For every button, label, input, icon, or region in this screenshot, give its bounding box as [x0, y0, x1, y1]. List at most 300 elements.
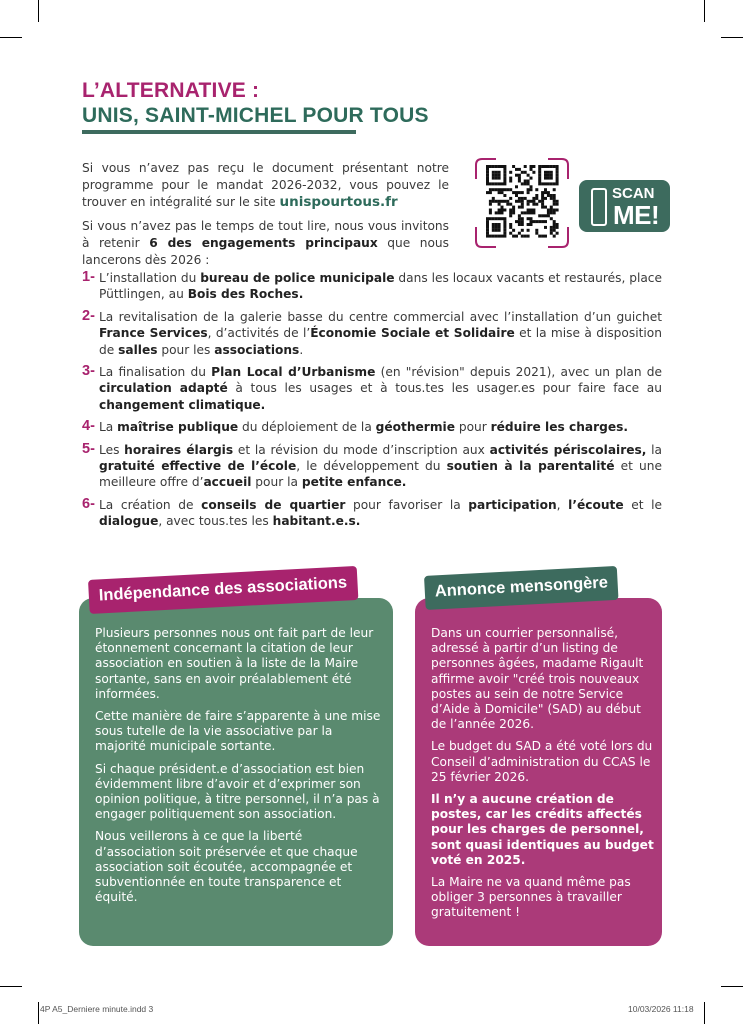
- qr-module: [521, 171, 524, 174]
- commitment-bold-text: petite enfance.: [301, 475, 407, 490]
- qr-module: [524, 235, 527, 238]
- commitment-text: (en "révision" depuis 2021), avec un plan de: [375, 365, 662, 380]
- commitment-item: [82, 364, 662, 413]
- qr-module: [535, 232, 538, 235]
- qr-module: [556, 174, 559, 177]
- commitment-text: La création de: [99, 497, 202, 512]
- qr-module: [530, 200, 533, 203]
- qr-module: [492, 217, 495, 220]
- qr-module: [515, 174, 518, 177]
- qr-module: [547, 214, 550, 217]
- commitment-bold-text: soutien à la parentalité: [446, 459, 615, 474]
- qr-module: [492, 182, 495, 185]
- qr-module: [515, 200, 518, 203]
- qr-module: [521, 203, 524, 206]
- qr-module: [535, 188, 538, 191]
- qr-module: [553, 182, 556, 185]
- qr-module: [544, 220, 547, 223]
- announcement-paragraph-2: Le budget du SAD a été voté lors du Conseil d’administration du CCAS le 25 février 2026.: [431, 739, 653, 784]
- qr-module: [527, 188, 530, 191]
- qr-module: [495, 171, 498, 174]
- qr-module: [553, 188, 556, 191]
- qr-module: [553, 226, 556, 229]
- qr-module: [492, 197, 495, 200]
- qr-module: [486, 174, 489, 177]
- qr-module: [486, 182, 489, 185]
- qr-module: [498, 182, 501, 185]
- associations-paragraph: Nous veillerons à ce que la liberté d’association soit préservée et que chaque association soit écoutée, accompagnée et subventionnée en toute transparence et équité.: [95, 829, 358, 905]
- phone-icon: [591, 188, 607, 226]
- qr-module: [530, 209, 533, 212]
- qr-module: [492, 226, 495, 229]
- associations-paragraph: Plusieurs personnes nous ont fait part de leur étonnement concernant la citation de leur association en soutien à la liste de la Maire sortante, sans en avoir préalablement été informées.: [95, 626, 374, 701]
- qr-module: [486, 235, 489, 238]
- qr-module: [532, 171, 535, 174]
- qr-module: [521, 206, 524, 209]
- commitment-text: pour: [454, 420, 491, 435]
- qr-module: [532, 200, 535, 203]
- qr-module: [509, 171, 512, 174]
- qr-module: [530, 177, 533, 180]
- website-link[interactable]: unispourtous.fr: [279, 194, 398, 210]
- commitment-text: La: [99, 420, 118, 435]
- qr-module: [512, 191, 515, 194]
- commitment-text: et la révision du mode d’inscription aux: [233, 442, 490, 457]
- qr-module: [495, 200, 498, 203]
- commitment-item: [82, 270, 662, 303]
- qr-module: [489, 203, 492, 206]
- qr-module: [501, 209, 504, 212]
- qr-module: [541, 194, 544, 197]
- qr-module: [550, 174, 553, 177]
- qr-module: [509, 209, 512, 212]
- qr-module: [509, 226, 512, 229]
- qr-module: [498, 174, 501, 177]
- qr-module: [553, 229, 556, 232]
- qr-module: [541, 203, 544, 206]
- qr-module: [503, 220, 506, 223]
- crop-mark-right-bottom: [721, 986, 743, 987]
- qr-module: [553, 235, 556, 238]
- qr-module: [492, 200, 495, 203]
- commitment-bold-text: réduire les charges.: [490, 420, 628, 435]
- crop-mark-bottom-left: [38, 1002, 39, 1024]
- qr-module: [503, 223, 506, 226]
- qr-module: [486, 232, 489, 235]
- qr-module: [486, 177, 489, 180]
- qr-module: [538, 177, 541, 180]
- qr-module: [509, 203, 512, 206]
- qr-module: [486, 226, 489, 229]
- qr-module: [544, 182, 547, 185]
- commitment-bold-text: dialogue: [99, 514, 159, 529]
- qr-module: [509, 197, 512, 200]
- qr-module: [553, 194, 556, 197]
- qr-module: [556, 200, 559, 203]
- qr-module: [524, 182, 527, 185]
- qr-module: [527, 191, 530, 194]
- qr-module: [553, 223, 556, 226]
- qr-module: [521, 197, 524, 200]
- commitment-number: 4-: [82, 418, 95, 435]
- qr-module: [486, 165, 489, 168]
- qr-module: [550, 194, 553, 197]
- qr-module: [503, 174, 506, 177]
- qr-module: [498, 171, 501, 174]
- qr-module: [518, 214, 521, 217]
- crop-mark-right-top: [721, 37, 743, 38]
- intro-text-before: Si vous n’avez pas le temps de tout lire, nous vous invitons à retenir: [82, 219, 449, 250]
- qr-module: [538, 182, 541, 185]
- qr-module: [518, 217, 521, 220]
- scan-label: SCAN: [612, 185, 655, 202]
- qr-module: [503, 182, 506, 185]
- qr-module: [547, 174, 550, 177]
- qr-module: [492, 188, 495, 191]
- qr-module: [509, 214, 512, 217]
- qr-module: [515, 185, 518, 188]
- commitment-text: pour favoriser la: [345, 497, 469, 512]
- qr-module: [512, 165, 515, 168]
- intro-text-after: que nous lancerons dès 2026 :: [82, 236, 449, 267]
- qr-module: [550, 206, 553, 209]
- qr-module: [515, 168, 518, 171]
- commitment-text: , avec tous.tes les: [158, 514, 273, 529]
- qr-module: [556, 171, 559, 174]
- commitment-number: 2-: [82, 307, 95, 324]
- qr-module: [489, 211, 492, 214]
- qr-module: [556, 180, 559, 183]
- qr-module: [518, 197, 521, 200]
- commitment-text: , le développement du: [296, 459, 447, 474]
- me-label: ME!: [613, 200, 660, 230]
- commitment-item: [82, 497, 662, 530]
- qr-module: [512, 209, 515, 212]
- qr-module: [550, 226, 553, 229]
- qr-module: [527, 229, 530, 232]
- qr-module: [527, 209, 530, 212]
- qr-module: [550, 209, 553, 212]
- qr-module: [501, 206, 504, 209]
- qr-module: [527, 203, 530, 206]
- qr-module: [538, 180, 541, 183]
- qr-module: [518, 206, 521, 209]
- qr-module: [527, 223, 530, 226]
- qr-module: [501, 182, 504, 185]
- qr-module: [530, 188, 533, 191]
- crop-mark-bottom-right: [704, 1002, 705, 1024]
- qr-module: [541, 235, 544, 238]
- qr-module: [556, 209, 559, 212]
- qr-module: [489, 182, 492, 185]
- qr-module: [486, 191, 489, 194]
- qr-module: [541, 165, 544, 168]
- qr-module: [498, 177, 501, 180]
- qr-module: [538, 165, 541, 168]
- qr-module: [486, 220, 489, 223]
- qr-module: [553, 209, 556, 212]
- associations-paragraph: Cette manière de faire s’apparente à une mise sous tutelle de la vie associative par la majorité municipale sortante.: [95, 709, 381, 754]
- qr-module: [556, 177, 559, 180]
- qr-module: [524, 180, 527, 183]
- qr-module: [544, 226, 547, 229]
- qr-module: [556, 232, 559, 235]
- commitment-item: [82, 309, 662, 358]
- qr-module: [535, 220, 538, 223]
- qr-module: [547, 211, 550, 214]
- qr-module: [492, 165, 495, 168]
- qr-module: [556, 165, 559, 168]
- qr-module: [509, 180, 512, 183]
- commitment-bold-text: France Services: [99, 326, 208, 341]
- announcement-paragraph-4: La Maire ne va quand même pas obliger 3 personnes à travailler gratuitement !: [431, 875, 631, 920]
- associations-box-title: Indépendance des associations: [88, 566, 358, 614]
- qr-module: [489, 165, 492, 168]
- qr-module: [503, 180, 506, 183]
- qr-module: [489, 200, 492, 203]
- qr-module: [518, 177, 521, 180]
- qr-module: [541, 200, 544, 203]
- false-announcement-box-title: Annonce mensongère: [424, 566, 619, 610]
- qr-module: [553, 197, 556, 200]
- false-announcement-box-text: [431, 626, 659, 928]
- commitment-bold-text: associations: [214, 342, 300, 357]
- qr-module: [535, 229, 538, 232]
- qr-module: [489, 209, 492, 212]
- qr-module: [547, 171, 550, 174]
- qr-module: [553, 220, 556, 223]
- qr-module: [501, 235, 504, 238]
- title-line-1: L’ALTERNATIVE :: [82, 79, 260, 102]
- commitment-number: 5-: [82, 440, 95, 457]
- qr-module: [503, 177, 506, 180]
- qr-module: [495, 211, 498, 214]
- commitment-bold-text: salles: [118, 342, 158, 357]
- qr-module: [495, 188, 498, 191]
- qr-module: [530, 211, 533, 214]
- qr-module: [501, 188, 504, 191]
- qr-module: [489, 191, 492, 194]
- qr-module: [521, 220, 524, 223]
- qr-module: [521, 182, 524, 185]
- commitment-text: pour la: [251, 475, 302, 490]
- qr-module: [509, 188, 512, 191]
- qr-module: [544, 174, 547, 177]
- qr-module: [524, 171, 527, 174]
- qr-module: [535, 203, 538, 206]
- qr-module: [538, 168, 541, 171]
- commitment-bold-text: maîtrise publique: [117, 420, 239, 435]
- footer-filename: 4P A5_Derniere minute.indd 3: [40, 1004, 154, 1014]
- qr-module: [489, 188, 492, 191]
- qr-module: [498, 226, 501, 229]
- qr-module: [503, 229, 506, 232]
- qr-module: [495, 165, 498, 168]
- commitment-bold-text: accueil: [203, 475, 252, 490]
- qr-module: [518, 232, 521, 235]
- associations-box-text: [95, 626, 383, 912]
- qr-module: [547, 191, 550, 194]
- qr-module: [547, 194, 550, 197]
- commitment-text: Les: [99, 442, 125, 457]
- qr-module: [556, 168, 559, 171]
- qr-module: [492, 177, 495, 180]
- qr-module: [489, 217, 492, 220]
- qr-module: [489, 235, 492, 238]
- qr-module: [518, 223, 521, 226]
- qr-module: [498, 200, 501, 203]
- qr-module: [509, 223, 512, 226]
- qr-module: [521, 217, 524, 220]
- qr-module: [495, 177, 498, 180]
- qr-module: [538, 214, 541, 217]
- intro-paragraph-1: [82, 160, 449, 211]
- commitment-text: la: [646, 442, 662, 457]
- qr-module: [486, 223, 489, 226]
- qr-module: [541, 214, 544, 217]
- qr-module: [521, 229, 524, 232]
- commitment-text: La finalisation du: [99, 365, 212, 380]
- qr-module: [524, 211, 527, 214]
- crop-mark-left-bottom: [0, 986, 22, 987]
- qr-module: [527, 182, 530, 185]
- qr-module: [524, 197, 527, 200]
- qr-module: [544, 235, 547, 238]
- qr-module: [527, 211, 530, 214]
- qr-module: [521, 211, 524, 214]
- qr-module: [503, 209, 506, 212]
- page-title: [82, 78, 429, 128]
- qr-module: [544, 214, 547, 217]
- qr-module: [515, 235, 518, 238]
- qr-module: [553, 165, 556, 168]
- qr-module: [532, 197, 535, 200]
- qr-module: [492, 223, 495, 226]
- commitment-text: ,: [556, 497, 569, 512]
- qr-module: [492, 171, 495, 174]
- qr-module: [512, 235, 515, 238]
- qr-module: [530, 217, 533, 220]
- qr-module: [518, 168, 521, 171]
- qr-module: [503, 217, 506, 220]
- commitment-bold-text: changement climatique.: [99, 397, 266, 412]
- qr-module: [498, 188, 501, 191]
- qr-module: [518, 200, 521, 203]
- qr-module: [501, 217, 504, 220]
- qr-module: [495, 229, 498, 232]
- commitment-bold-text: Économie Sociale et Solidaire: [310, 326, 515, 341]
- qr-module: [550, 217, 553, 220]
- announcement-paragraph-bold: Il n’y a aucune création de postes, car les crédits affectés pour les charges de personnel, sont quasi identiques au budget voté en 2025.: [431, 792, 654, 867]
- commitment-bold-text: habitant.e.s.: [272, 514, 361, 529]
- qr-module: [503, 168, 506, 171]
- qr-module: [541, 220, 544, 223]
- false-announcement-box: [415, 598, 662, 946]
- footer-timestamp: 10/03/2026 11:18: [628, 1004, 694, 1014]
- qr-module: [532, 209, 535, 212]
- announcement-paragraph-1: Dans un courrier personnalisé, adressé à partir d’un listing de personnes âgées, madame Rigault affirme avoir "créé trois nouveaux postes au sein de notre Service d’Aide à Domicile" (SAD) au début de l’année 2026.: [431, 626, 644, 732]
- associations-box: [79, 598, 393, 946]
- qr-module: [550, 232, 553, 235]
- commitment-bold-text: l’écoute: [568, 497, 624, 512]
- qr-module: [535, 197, 538, 200]
- crop-mark-top-right: [704, 0, 705, 22]
- qr-module: [486, 180, 489, 183]
- qr-module: [498, 229, 501, 232]
- qr-module: [521, 200, 524, 203]
- qr-module: [553, 203, 556, 206]
- qr-module: [524, 165, 527, 168]
- qr-module: [527, 217, 530, 220]
- qr-module: [492, 229, 495, 232]
- qr-module: [544, 206, 547, 209]
- intro-text: Si vous n’avez pas reçu le document présentant notre programme pour le mandat 2026-2032, vous pouvez le trouver en intégralité sur le site: [82, 161, 449, 209]
- qr-module: [515, 220, 518, 223]
- commitment-text: L’installation du: [99, 271, 201, 285]
- title-line-2: UNIS, SAINT-MICHEL POUR TOUS: [82, 104, 429, 127]
- qr-module: [538, 171, 541, 174]
- qr-module: [544, 171, 547, 174]
- qr-module: [550, 229, 553, 232]
- qr-module: [495, 226, 498, 229]
- qr-module: [512, 229, 515, 232]
- qr-module: [544, 188, 547, 191]
- qr-module: [486, 171, 489, 174]
- commitment-bold-text: bureau de police municipale: [200, 271, 395, 285]
- commitment-bold-text: horaires élargis: [124, 442, 234, 457]
- qr-module: [527, 235, 530, 238]
- qr-module: [498, 223, 501, 226]
- qr-module: [553, 200, 556, 203]
- qr-module: [515, 191, 518, 194]
- qr-module: [550, 182, 553, 185]
- qr-module: [530, 165, 533, 168]
- qr-module: [498, 203, 501, 206]
- qr-module: [495, 217, 498, 220]
- crop-mark-top-left: [38, 0, 39, 22]
- qr-module: [501, 191, 504, 194]
- qr-module: [509, 232, 512, 235]
- qr-module: [532, 203, 535, 206]
- qr-module: [515, 194, 518, 197]
- commitment-text: et une meilleure offre d’: [99, 459, 662, 490]
- qr-module: [527, 180, 530, 183]
- intro-bold: 6 des engagements principaux: [149, 236, 378, 250]
- qr-module: [544, 197, 547, 200]
- commitments-list: [82, 270, 662, 536]
- qr-module: [541, 191, 544, 194]
- qr-module: [530, 220, 533, 223]
- qr-code-icon[interactable]: [474, 157, 570, 249]
- qr-module: [486, 168, 489, 171]
- qr-module: [527, 200, 530, 203]
- qr-module: [556, 226, 559, 229]
- qr-module: [547, 177, 550, 180]
- qr-module: [530, 223, 533, 226]
- qr-module: [498, 235, 501, 238]
- qr-module: [530, 168, 533, 171]
- qr-module: [532, 211, 535, 214]
- qr-module: [535, 194, 538, 197]
- commitment-number: 3-: [82, 363, 95, 380]
- commitment-bold-text: circulation adapté: [99, 381, 228, 396]
- qr-module: [518, 220, 521, 223]
- qr-module: [503, 226, 506, 229]
- qr-module: [544, 177, 547, 180]
- qr-module: [503, 165, 506, 168]
- qr-module: [495, 223, 498, 226]
- commitment-bold-text: activités périscolaires,: [489, 442, 647, 457]
